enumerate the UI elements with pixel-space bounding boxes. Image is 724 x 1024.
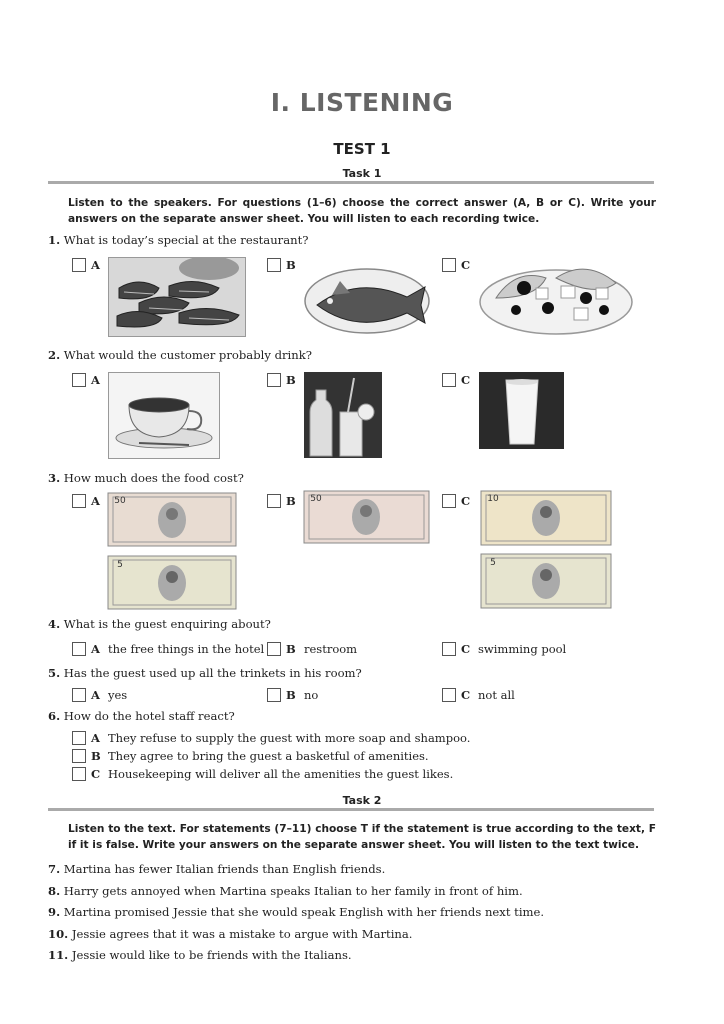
statement-7: 7. Martina has fewer Italian friends than English friends. — [48, 862, 386, 876]
salad-image — [476, 248, 636, 340]
q5-letter-c: C — [461, 688, 471, 702]
ten-bill-value: 10 — [487, 494, 499, 504]
q3-letter-b: B — [286, 494, 296, 508]
task-1-instructions: Listen to the speakers. For questions (1–6) choose the correct answer (A, B or C). Write your answers on the separate answer sheet. You will listen to each recording twice. — [68, 197, 656, 225]
task-2-label: Task 2 — [342, 794, 382, 807]
q5-option-b: no — [304, 688, 319, 702]
question-3: 3. How much does the food cost? — [48, 471, 244, 485]
question-5: 5. Has the guest used up all the trinkets in his room? — [48, 666, 362, 680]
question-4: 4. What is the guest enquiring about? — [48, 617, 271, 631]
task-2-instructions: Listen to the text. For statements (7–11) choose T if the statement is true according to the text, F if it is false. Write your answers on the separate answer sheet. You will listen to the text twice. — [68, 823, 656, 851]
five-bill-a-value: 5 — [117, 560, 123, 570]
q6-option-b: They agree to bring the guest a basketful of amenities. — [108, 749, 429, 763]
q5-option-a: yes — [108, 688, 128, 702]
q3-checkbox-a[interactable] — [72, 494, 86, 508]
q1-letter-a: A — [91, 258, 100, 272]
q2-checkbox-a[interactable] — [72, 373, 86, 387]
q5-letter-a: A — [91, 688, 100, 702]
q6-checkbox-b[interactable] — [72, 749, 86, 763]
q4-checkbox-a[interactable] — [72, 642, 86, 656]
grilled-meat-image — [108, 257, 246, 337]
five-bill-b-value: 5 — [490, 558, 496, 568]
statement-8: 8. Harry gets annoyed when Martina speaks Italian to her family in front of him. — [48, 884, 523, 898]
q4-option-a: the free things in the hotel — [108, 642, 265, 656]
q3-checkbox-c[interactable] — [442, 494, 456, 508]
q4-letter-c: C — [461, 642, 471, 656]
test-title: TEST 1 — [333, 140, 391, 158]
question-1: 1. What is today’s special at the restaurant? — [48, 233, 309, 247]
q5-checkbox-b[interactable] — [267, 688, 281, 702]
milk-glass-image — [479, 372, 564, 449]
q4-option-c: swimming pool — [478, 642, 567, 656]
q3-letter-a: A — [91, 494, 100, 508]
q5-checkbox-a[interactable] — [72, 688, 86, 702]
fifty-bill-value: 50 — [114, 496, 126, 506]
q2-letter-b: B — [286, 373, 296, 387]
q1-letter-b: B — [286, 258, 296, 272]
grilled-fish-image — [302, 255, 432, 337]
q4-letter-b: B — [286, 642, 296, 656]
q4-letter-a: A — [91, 642, 100, 656]
statement-11: 11. Jessie would like to be friends with the Italians. — [48, 948, 352, 962]
q6-option-c: Housekeeping will deliver all the amenities the guest likes. — [108, 767, 454, 781]
task-2-divider — [48, 808, 654, 811]
task-1-label: Task 1 — [342, 167, 382, 180]
task-1-divider — [48, 181, 654, 184]
q2-checkbox-b[interactable] — [267, 373, 281, 387]
q4-checkbox-c[interactable] — [442, 642, 456, 656]
question-6: 6. How do the hotel staff react? — [48, 709, 235, 723]
q1-letter-c: C — [461, 258, 471, 272]
section-title: I. LISTENING — [270, 88, 454, 117]
q6-letter-a: A — [91, 731, 100, 745]
q3-letter-c: C — [461, 494, 471, 508]
fifty-bill-b-value: 50 — [310, 494, 322, 504]
q4-option-b: restroom — [304, 642, 358, 656]
q1-checkbox-c[interactable] — [442, 258, 456, 272]
q2-letter-c: C — [461, 373, 471, 387]
q6-letter-b: B — [91, 749, 101, 763]
q2-letter-a: A — [91, 373, 100, 387]
q5-letter-b: B — [286, 688, 296, 702]
tea-cup-image — [108, 372, 220, 459]
q4-checkbox-b[interactable] — [267, 642, 281, 656]
lemonade-image — [304, 372, 382, 458]
statement-9: 9. Martina promised Jessie that she would speak English with her friends next time. — [48, 905, 545, 919]
q1-checkbox-b[interactable] — [267, 258, 281, 272]
q5-checkbox-c[interactable] — [442, 688, 456, 702]
statement-10: 10. Jessie agrees that it was a mistake to argue with Martina. — [48, 927, 413, 941]
q6-checkbox-c[interactable] — [72, 767, 86, 781]
q6-option-a: They refuse to supply the guest with more soap and shampoo. — [108, 731, 471, 745]
q6-checkbox-a[interactable] — [72, 731, 86, 745]
q2-checkbox-c[interactable] — [442, 373, 456, 387]
q6-letter-c: C — [91, 767, 101, 781]
q3-checkbox-b[interactable] — [267, 494, 281, 508]
q5-option-c: not all — [478, 688, 515, 702]
q1-checkbox-a[interactable] — [72, 258, 86, 272]
question-2: 2. What would the customer probably drink? — [48, 348, 312, 362]
